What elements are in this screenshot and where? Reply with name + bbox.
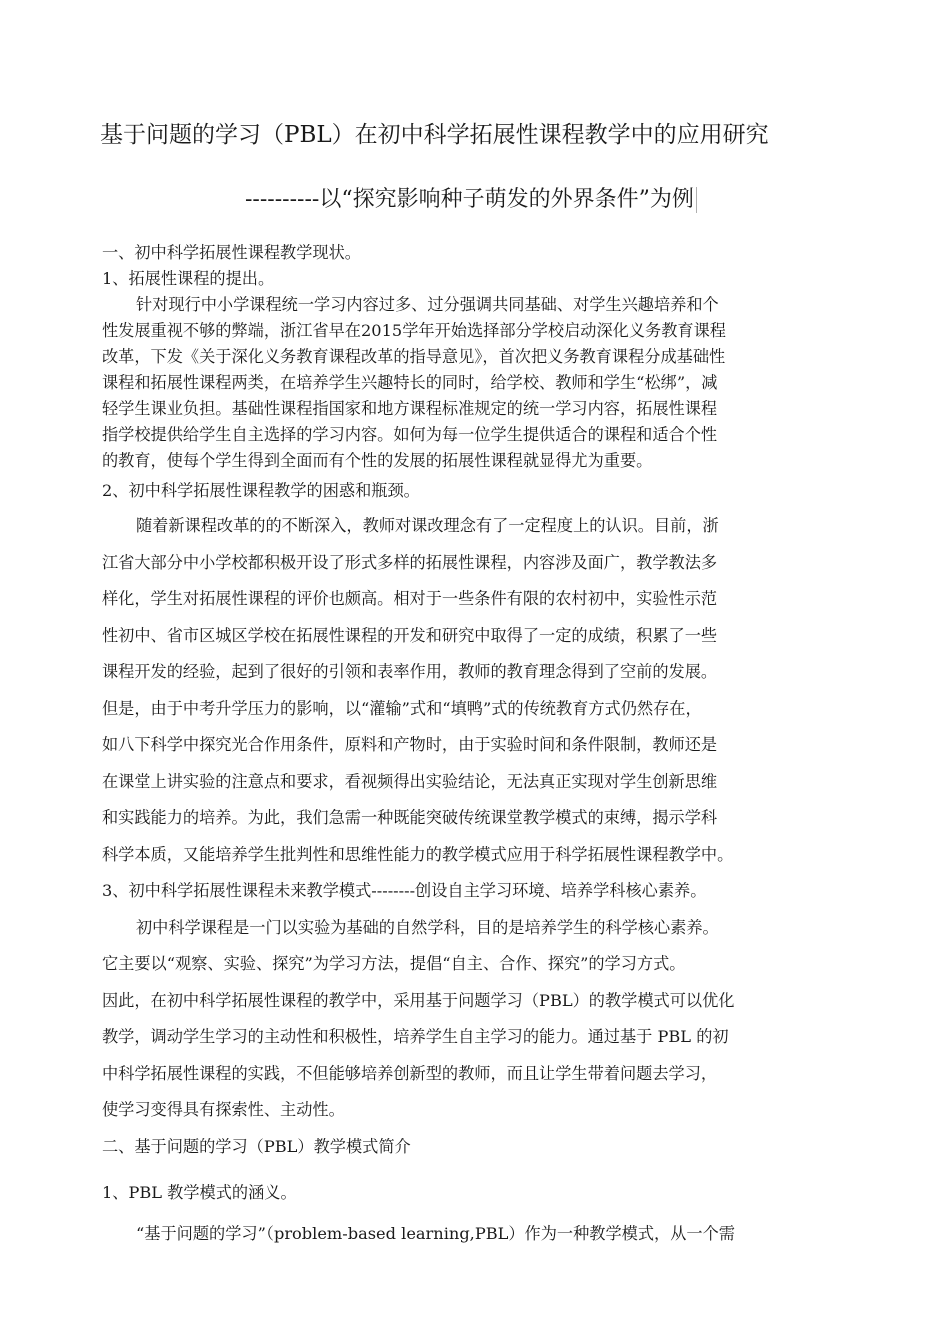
paragraph-line: 指学校提供给学生自主选择的学习内容。如何为每一位学生提供适合的课程和适合个性 bbox=[102, 425, 718, 444]
section-heading-2: 二、基于问题的学习（PBL）教学模式简介 bbox=[102, 1136, 411, 1156]
paragraph-line: 性发展重视不够的弊端，浙江省早在2015学年开始选择部分学校启动深化义务教育课程 bbox=[102, 321, 726, 340]
paragraph-line: 轻学生课业负担。基础性课程指国家和地方课程标准规定的统一学习内容，拓展性课程 bbox=[102, 399, 718, 418]
paragraph-line: 课程开发的经验，起到了很好的引领和表率作用，教师的教育理念得到了空前的发展。 bbox=[102, 662, 718, 681]
paragraph-line: 教学，调动学生学习的主动性和积极性，培养学生自主学习的能力。通过基于 PBL 的初 bbox=[102, 1027, 729, 1046]
paragraph-line: 课程和拓展性课程两类，在培养学生兴趣特长的同时，给学校、教师和学生“松绑”，减 bbox=[102, 373, 718, 392]
paragraph-line: 样化，学生对拓展性课程的评价也颇高。相对于一些条件有限的农村初中，实验性示范 bbox=[102, 589, 718, 608]
section-heading-1: 一、初中科学拓展性课程教学现状。 bbox=[102, 243, 361, 262]
subsection-heading-1-3: 3、初中科学拓展性课程未来教学模式--------创设自主学习环境、培养学科核心素养。 bbox=[102, 881, 707, 900]
paragraph-line: 性初中、省市区城区学校在拓展性课程的开发和研究中取得了一定的成绩，积累了一些 bbox=[102, 625, 718, 645]
paragraph-3 bbox=[102, 910, 838, 1129]
paragraph-line: 江省大部分中小学校都积极开设了形式多样的拓展性课程，内容涉及面广，教学教法多 bbox=[102, 552, 718, 572]
paragraph-line: 使学习变得具有探索性、主动性。 bbox=[102, 1100, 345, 1119]
paragraph-line: 和实践能力的培养。为此，我们急需一种既能突破传统课堂教学模式的束缚，揭示学科 bbox=[102, 808, 718, 827]
paragraph-line: 改革，下发《关于深化义务教育课程改革的指导意见》，首次把义务教育课程分成基础性 bbox=[102, 347, 726, 366]
paragraph-line: 科学本质，又能培养学生批判性和思维性能力的教学模式应用于科学拓展性课程教学中。 bbox=[102, 844, 734, 864]
paragraph-line: 的教育，使每个学生得到全面而有个性的发展的拓展性课程就显得尤为重要。 bbox=[102, 451, 653, 470]
paragraph-line: 随着新课程改革的的不断深入，教师对课改理念有了一定程度上的认识。目前，浙 bbox=[136, 516, 719, 535]
paragraph-4 bbox=[102, 1216, 838, 1253]
subsection-heading-1-2: 2、初中科学拓展性课程教学的困惑和瓶颈。 bbox=[102, 481, 420, 500]
document-subtitle bbox=[245, 183, 699, 217]
paragraph-line: 它主要以“观察、实验、探究”为学习方法，提倡“自主、合作、探究”的学习方式。 bbox=[102, 954, 686, 973]
paragraph-2 bbox=[102, 508, 838, 873]
document-subtitle-text: ----------以“探究影响种子萌发的外界条件”为例 bbox=[245, 187, 694, 212]
paragraph-line: 如八下科学中探究光合作用条件，原料和产物时，由于实验时间和条件限制，教师还是 bbox=[102, 735, 718, 754]
paragraph-line: 针对现行中小学课程统一学习内容过多、过分强调共同基础、对学生兴趣培养和个 bbox=[136, 295, 719, 314]
paragraph-line: 因此，在初中科学拓展性课程的教学中，采用基于问题学习（PBL）的教学模式可以优化 bbox=[102, 990, 735, 1010]
paragraph-line: “基于问题的学习”（problem-based learning,PBL）作为一种教学模式，从一个需 bbox=[136, 1223, 735, 1243]
paragraph-line: 初中科学课程是一门以实验为基础的自然学科，目的是培养学生的科学核心素养。 bbox=[136, 917, 719, 937]
paragraph-line: 中科学拓展性课程的实践，不但能够培养创新型的教师，而且让学生带着问题去学习， bbox=[102, 1063, 718, 1083]
subsection-heading-2-1: 1、PBL 教学模式的涵义。 bbox=[102, 1183, 297, 1202]
paragraph-line: 在课堂上讲实验的注意点和要求，看视频得出实验结论，无法真正实现对学生创新思维 bbox=[102, 771, 718, 791]
text-cursor-bar bbox=[696, 187, 697, 213]
paragraph-line: 但是，由于中考升学压力的影响，以“灌输”式和“填鸭”式的传统教育方式仍然存在， bbox=[102, 698, 702, 718]
paragraph-1 bbox=[102, 292, 838, 474]
document-body bbox=[102, 240, 838, 1252]
document-title: 基于问题的学习（PBL）在初中科学拓展性课程教学中的应用研究 bbox=[100, 122, 769, 148]
subsection-heading-1-1: 1、拓展性课程的提出。 bbox=[102, 269, 275, 288]
